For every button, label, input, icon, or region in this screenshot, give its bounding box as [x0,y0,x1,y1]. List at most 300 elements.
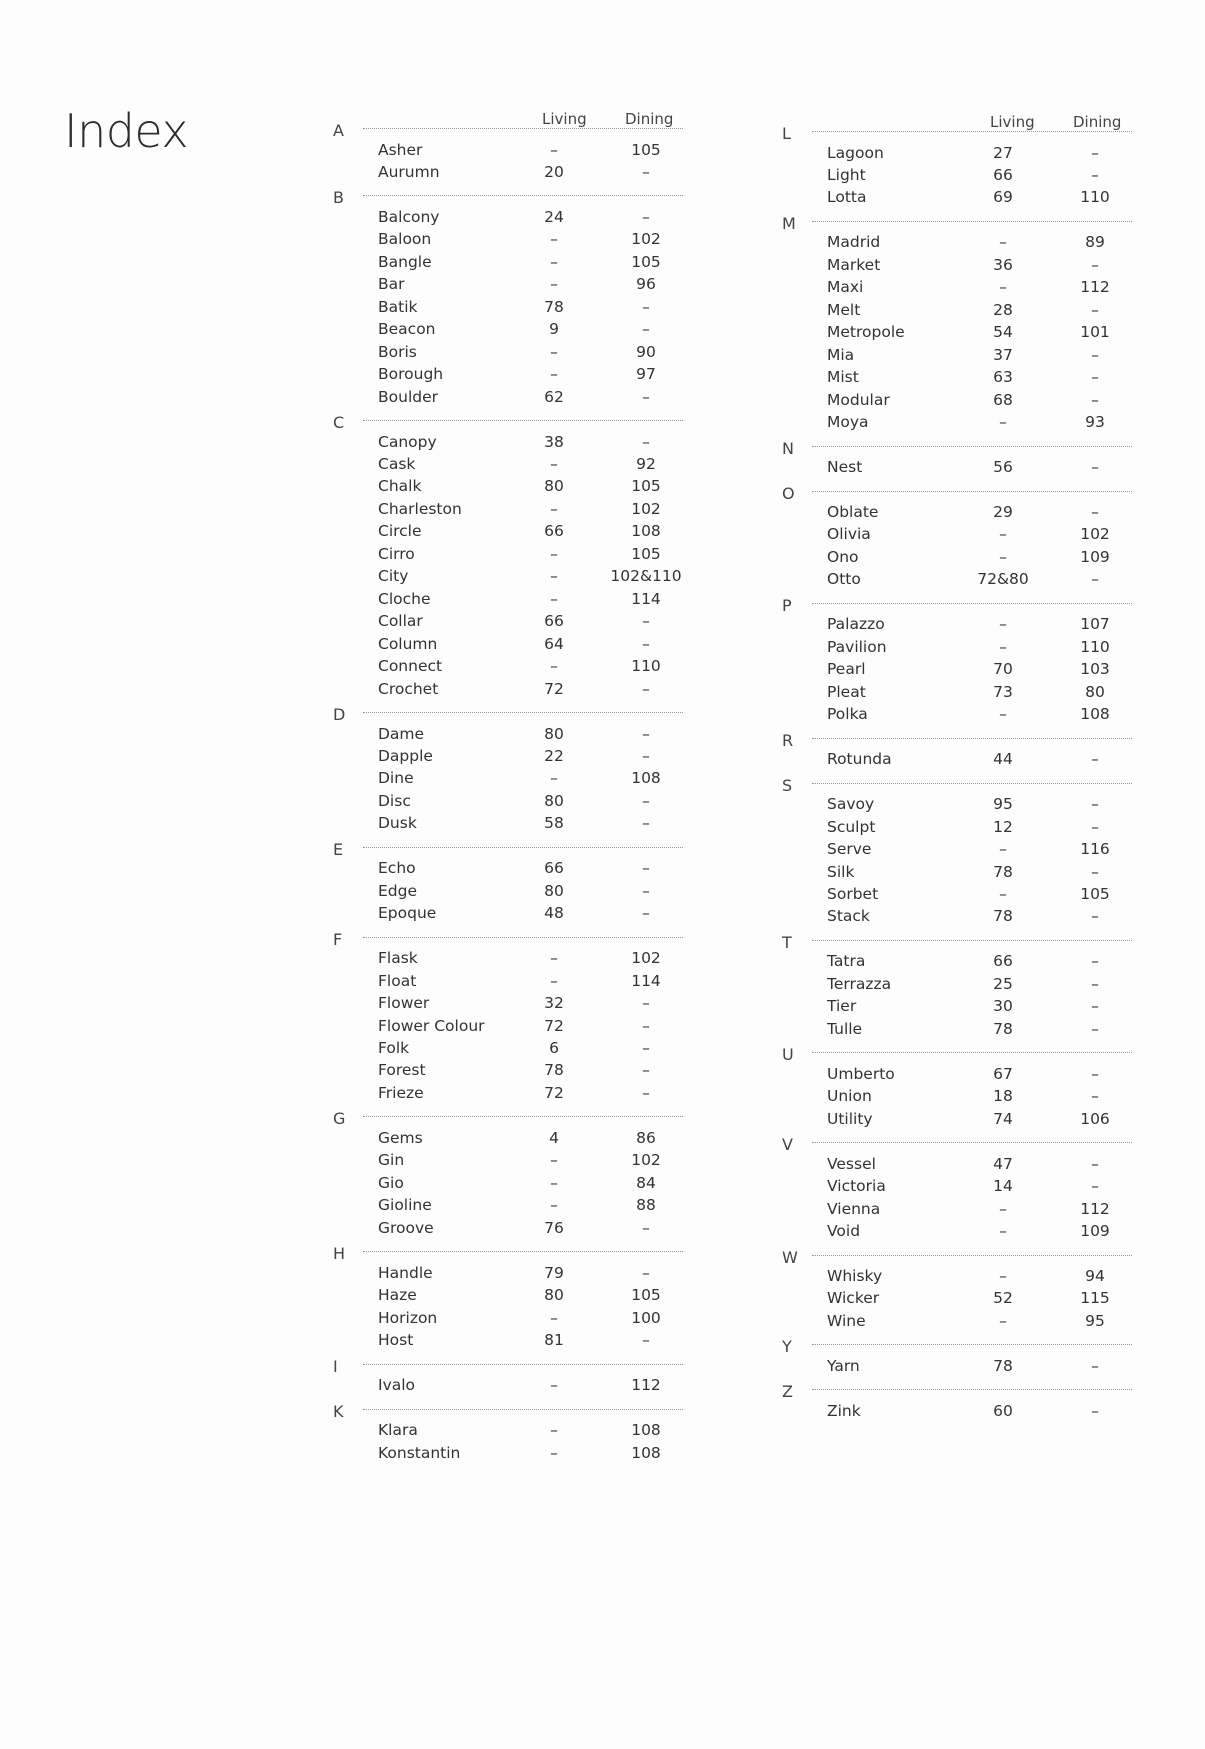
entry-dining-page: 102 [1080,525,1110,544]
entry-name: Pearl [827,660,866,679]
entry-dining-page: 102 [631,949,661,968]
entry-name: Terrazza [827,974,892,993]
index-entry [779,256,1139,281]
entry-dining-page: – [1091,300,1099,319]
section-letter: P [782,595,792,615]
entry-dining-page: – [1091,817,1099,836]
entry-dining-page: 114 [631,589,661,608]
entry-dining-page: – [642,387,650,406]
entry-dining-page: 112 [1080,278,1110,297]
entry-dining-page: – [642,994,650,1013]
entry-living-page: 60 [993,1401,1013,1420]
entry-name: Lotta [827,188,867,207]
entry-name: Melt [827,300,861,319]
entry-living-page: 29 [993,503,1013,521]
index-entry [330,455,690,480]
entry-dining-page: – [1091,1177,1099,1196]
index-entry [330,275,690,300]
entry-living-page: – [999,413,1007,431]
entry-name: Void [827,1222,861,1240]
section-divider [363,1116,683,1117]
entry-name: Pavilion [827,637,887,656]
entry-dining-page: – [642,724,650,743]
index-entry [330,1196,690,1221]
entry-living-page: 81 [544,1331,564,1350]
section-letter: T [782,932,792,952]
section-divider [812,131,1132,132]
entry-dining-page: – [1091,1356,1099,1375]
section-divider [363,1364,683,1365]
entry-living-page: 52 [993,1289,1013,1308]
entry-living-page: 78 [993,907,1013,926]
index-entry [779,301,1139,326]
entry-living-page: 80 [544,881,564,900]
section-divider [812,1389,1132,1390]
index-entry [330,882,690,907]
entry-living-page: – [550,1376,558,1395]
index-entry [330,163,690,188]
entry-name: Polka [827,705,868,724]
section-letter: I [333,1356,338,1376]
entry-name: Oblate [827,503,879,521]
entry-living-page: 66 [544,859,564,878]
entry-living-page: – [999,615,1007,634]
entry-dining-page: – [642,1331,650,1350]
index-entry [779,660,1139,685]
index-entry [779,233,1139,258]
entry-living-page: 27 [993,143,1013,162]
entry-dining-page: – [642,904,650,923]
index-entry [779,795,1139,820]
entry-dining-page: 97 [636,365,656,384]
index-entry [779,683,1139,708]
entry-living-page: 70 [993,660,1013,679]
entry-name: Metropole [827,323,905,342]
entry-name: Disc [378,791,411,810]
section-divider [363,1409,683,1410]
entry-name: Vessel [827,1154,876,1173]
entry-dining-page: 105 [631,252,661,271]
index-entry [330,972,690,997]
entry-dining-page: 110 [1080,637,1110,656]
index-entry [779,1020,1139,1045]
entry-name: Stack [827,907,870,926]
index-entry [779,144,1139,169]
entry-dining-page: – [1091,1401,1099,1420]
entry-dining-page: – [1091,458,1099,476]
section-letter: W [782,1247,798,1267]
entry-living-page: 76 [544,1218,564,1237]
entry-name: Dine [378,769,414,788]
entry-name: Baloon [378,230,432,249]
entry-dining-page: 89 [1085,233,1105,252]
entry-name: Umberto [827,1064,895,1083]
entry-living-page: 64 [544,634,564,653]
index-entry [779,1402,1139,1427]
entry-living-page: – [999,705,1007,724]
section-divider [363,420,683,421]
entry-name: Aurumn [378,162,440,181]
index-entry [779,413,1139,438]
entry-name: Sculpt [827,817,876,836]
entry-living-page: – [999,547,1007,566]
entry-name: Forest [378,1061,426,1080]
index-entry [779,1357,1139,1382]
entry-living-page: 9 [549,320,559,339]
section-divider [363,937,683,938]
entry-name: Canopy [378,432,437,451]
index-entry [779,818,1139,843]
entry-dining-page: – [1091,1154,1099,1173]
index-entry [330,1219,690,1244]
index-entry [779,188,1139,213]
entry-name: Boulder [378,387,438,406]
index-entry [779,1110,1139,1135]
section-divider [812,783,1132,784]
entry-name: Cloche [378,589,431,608]
entry-living-page: 54 [993,323,1013,342]
entry-dining-page: 105 [631,544,661,563]
entry-dining-page: – [1091,1019,1099,1038]
entry-living-page: 72 [544,679,564,698]
entry-name: Palazzo [827,615,885,634]
entry-name: Flask [378,949,418,968]
entry-dining-page: – [1091,974,1099,993]
index-entry [779,863,1139,888]
index-entry [330,253,690,278]
living-column-header: Living [542,110,587,128]
index-entry [779,952,1139,977]
index-entry [330,1376,690,1401]
entry-dining-page: 116 [1080,840,1110,859]
entry-living-page: – [550,1308,558,1327]
entry-dining-page: 106 [1080,1109,1110,1128]
index-entry [330,725,690,750]
entry-name: Charleston [378,499,462,518]
entry-name: Gioline [378,1196,432,1215]
entry-living-page: – [999,840,1007,859]
index-entry [779,1267,1139,1292]
entry-dining-page: 100 [631,1308,661,1327]
entry-dining-page: – [1091,345,1099,364]
entry-dining-page: – [642,1061,650,1080]
entry-living-page: – [550,657,558,676]
entry-name: Asher [378,140,423,159]
entry-living-page: 78 [993,862,1013,881]
index-entry [779,750,1139,775]
section-letter: U [782,1045,794,1065]
section-divider [812,491,1132,492]
index-entry [330,1017,690,1042]
entry-name: Collar [378,612,423,631]
entry-dining-page: 114 [631,971,661,990]
entry-dining-page: 102 [631,1151,661,1170]
entry-name: Pleat [827,682,866,701]
entry-living-page: – [999,637,1007,656]
entry-living-page: 80 [544,477,564,496]
entry-dining-page: 107 [1080,615,1110,634]
index-entry [330,545,690,570]
index-entry [330,522,690,547]
entry-dining-page: 108 [631,1443,661,1462]
entry-name: Tulle [827,1019,863,1038]
entry-name: Host [378,1331,414,1350]
index-entry [330,320,690,345]
section-divider [812,221,1132,222]
entry-name: Frieze [378,1083,424,1102]
entry-living-page: – [550,499,558,518]
index-entry [330,635,690,660]
entry-living-page: 14 [993,1177,1013,1196]
entry-living-page: 37 [993,345,1013,364]
entry-name: Madrid [827,233,881,252]
entry-living-page: 80 [544,791,564,810]
index-entry [330,567,690,592]
index-entry [330,1039,690,1064]
index-entry [330,1174,690,1199]
entry-name: Klara [378,1421,418,1440]
index-entry [330,612,690,637]
entry-living-page: 78 [544,297,564,316]
entry-dining-page: 109 [1080,547,1110,566]
entry-living-page: 12 [993,817,1013,836]
section-letter: R [782,730,794,750]
index-entry [779,907,1139,932]
entry-living-page: 66 [993,952,1013,971]
index-entry [330,814,690,839]
index-entry [779,391,1139,416]
entry-dining-page: – [1091,503,1099,521]
entry-living-page: – [550,1196,558,1215]
entry-dining-page: 92 [636,455,656,473]
index-entry [330,1331,690,1356]
entry-name: Bar [378,275,405,294]
section-divider [363,128,683,129]
section-divider [812,1255,1132,1256]
entry-dining-page: 108 [1080,705,1110,724]
entry-name: Light [827,165,866,184]
entry-dining-page: 109 [1080,1222,1110,1240]
entry-living-page: 80 [544,1286,564,1305]
entry-name: Market [827,255,881,274]
entry-name: Zink [827,1401,861,1420]
entry-dining-page: 108 [631,769,661,788]
entry-name: Balcony [378,207,440,226]
entry-dining-page: – [642,814,650,833]
entry-name: Gin [378,1151,405,1170]
index-entry [779,1222,1139,1247]
entry-name: Vienna [827,1199,881,1218]
entry-living-page: – [550,455,558,473]
entry-dining-page: 105 [631,140,661,159]
index-entry [330,590,690,615]
index-entry [779,1177,1139,1202]
index-entry [779,570,1139,595]
entry-living-page: 78 [993,1356,1013,1375]
entry-dining-page: – [1091,165,1099,184]
page-title: Index [64,104,189,158]
entry-name: Konstantin [378,1443,461,1462]
entry-living-page: 4 [549,1128,559,1147]
entry-dining-page: 105 [631,1286,661,1305]
entry-living-page: 36 [993,255,1013,274]
living-column-header: Living [990,113,1035,131]
entry-dining-page: 90 [636,342,656,361]
entry-name: Cask [378,455,416,473]
entry-name: Echo [378,859,416,878]
entry-living-page: 47 [993,1154,1013,1173]
index-entry [779,458,1139,483]
entry-name: Float [378,971,417,990]
entry-dining-page: – [642,320,650,339]
entry-living-page: – [550,769,558,788]
entry-name: Tatra [827,952,866,971]
entry-dining-page: – [642,207,650,226]
entry-name: Gio [378,1173,404,1192]
entry-living-page: 56 [993,458,1013,476]
dining-column-header: Dining [625,110,674,128]
entry-dining-page: 93 [1085,413,1105,431]
entry-name: Edge [378,881,418,900]
entry-living-page: – [999,233,1007,252]
entry-dining-page: – [642,1263,650,1282]
entry-dining-page: – [1091,952,1099,971]
section-letter: M [782,213,796,233]
index-entry [330,1129,690,1154]
index-entry [779,1312,1139,1337]
section-divider [363,195,683,196]
entry-living-page: 6 [549,1039,559,1057]
entry-living-page: 30 [993,997,1013,1016]
index-entry [330,433,690,458]
section-letter: Y [782,1337,792,1357]
entry-living-page: 28 [993,300,1013,319]
index-entry [779,278,1139,303]
entry-name: Crochet [378,679,439,698]
index-entry [330,230,690,255]
entry-dining-page: 102&110 [610,567,682,586]
entry-name: Haze [378,1286,417,1305]
entry-living-page: – [550,1443,558,1462]
entry-living-page: – [999,884,1007,903]
entry-living-page: 44 [993,750,1013,769]
entry-name: Moya [827,413,869,431]
index-entry [779,1065,1139,1090]
index-entry [779,166,1139,191]
section-letter: F [333,929,343,949]
entry-living-page: – [999,278,1007,297]
index-entry [779,1200,1139,1225]
entry-living-page: 72&80 [977,570,1029,589]
index-entry [779,346,1139,371]
entry-dining-page: 101 [1080,323,1110,342]
entry-name: Dusk [378,814,417,833]
entry-living-page: – [550,275,558,294]
entry-dining-page: – [1091,390,1099,409]
entry-dining-page: 102 [631,230,661,249]
section-divider [363,712,683,713]
entry-living-page: – [550,544,558,563]
section-letter: O [782,483,795,503]
entry-living-page: – [550,140,558,159]
index-entry [779,885,1139,910]
entry-living-page: – [550,1173,558,1192]
entry-dining-page: 115 [1080,1289,1110,1308]
entry-dining-page: – [1091,570,1099,589]
entry-name: Whisky [827,1267,883,1285]
entry-living-page: – [550,589,558,608]
entry-living-page: 22 [544,746,564,765]
entry-name: Column [378,634,438,653]
section-letter: B [333,188,344,208]
index-entry [330,365,690,390]
entry-living-page: 68 [993,390,1013,409]
entry-living-page: 72 [544,1083,564,1102]
entry-living-page: – [550,949,558,968]
entry-dining-page: 103 [1080,660,1110,679]
entry-name: Dapple [378,746,433,765]
entry-living-page: – [999,1311,1007,1330]
entry-name: Rotunda [827,750,892,769]
entry-name: Ivalo [378,1376,416,1395]
entry-dining-page: 102 [631,499,661,518]
section-divider [812,940,1132,941]
index-entry [330,657,690,682]
index-entry [779,638,1139,663]
entry-dining-page: 110 [631,657,661,676]
entry-name: Modular [827,390,890,409]
index-entry [330,477,690,502]
index-entry [330,1444,690,1469]
entry-name: Sorbet [827,884,879,903]
section-divider [363,1251,683,1252]
entry-dining-page: – [642,679,650,698]
entry-dining-page: 86 [636,1128,656,1147]
entry-living-page: 58 [544,814,564,833]
entry-name: Borough [378,365,444,384]
entry-living-page: – [550,1421,558,1440]
entry-dining-page: – [1091,750,1099,769]
entry-living-page: 73 [993,682,1013,701]
index-entry [330,949,690,974]
entry-name: Handle [378,1263,433,1282]
entry-living-page: – [550,365,558,384]
entry-name: Serve [827,840,872,859]
index-entry [330,1286,690,1311]
entry-name: Mist [827,368,859,387]
index-entry [779,1289,1139,1314]
section-divider [812,1344,1132,1345]
entry-name: Batik [378,297,418,316]
entry-living-page: – [550,567,558,586]
section-letter: D [333,705,346,724]
entry-dining-page: – [1091,795,1099,814]
section-letter: E [333,839,344,859]
index-entry [779,525,1139,550]
section-divider [812,738,1132,739]
entry-dining-page: 88 [636,1196,656,1215]
entry-living-page: 20 [544,162,564,181]
entry-dining-page: – [642,746,650,765]
entry-name: Union [827,1087,872,1106]
entry-name: Circle [378,522,422,541]
index-entry [330,1421,690,1446]
entry-dining-page: 95 [1085,1311,1105,1330]
entry-name: Epoque [378,904,437,923]
entry-name: Tier [827,997,857,1016]
entry-living-page: 66 [544,612,564,631]
entry-living-page: 63 [993,368,1013,387]
